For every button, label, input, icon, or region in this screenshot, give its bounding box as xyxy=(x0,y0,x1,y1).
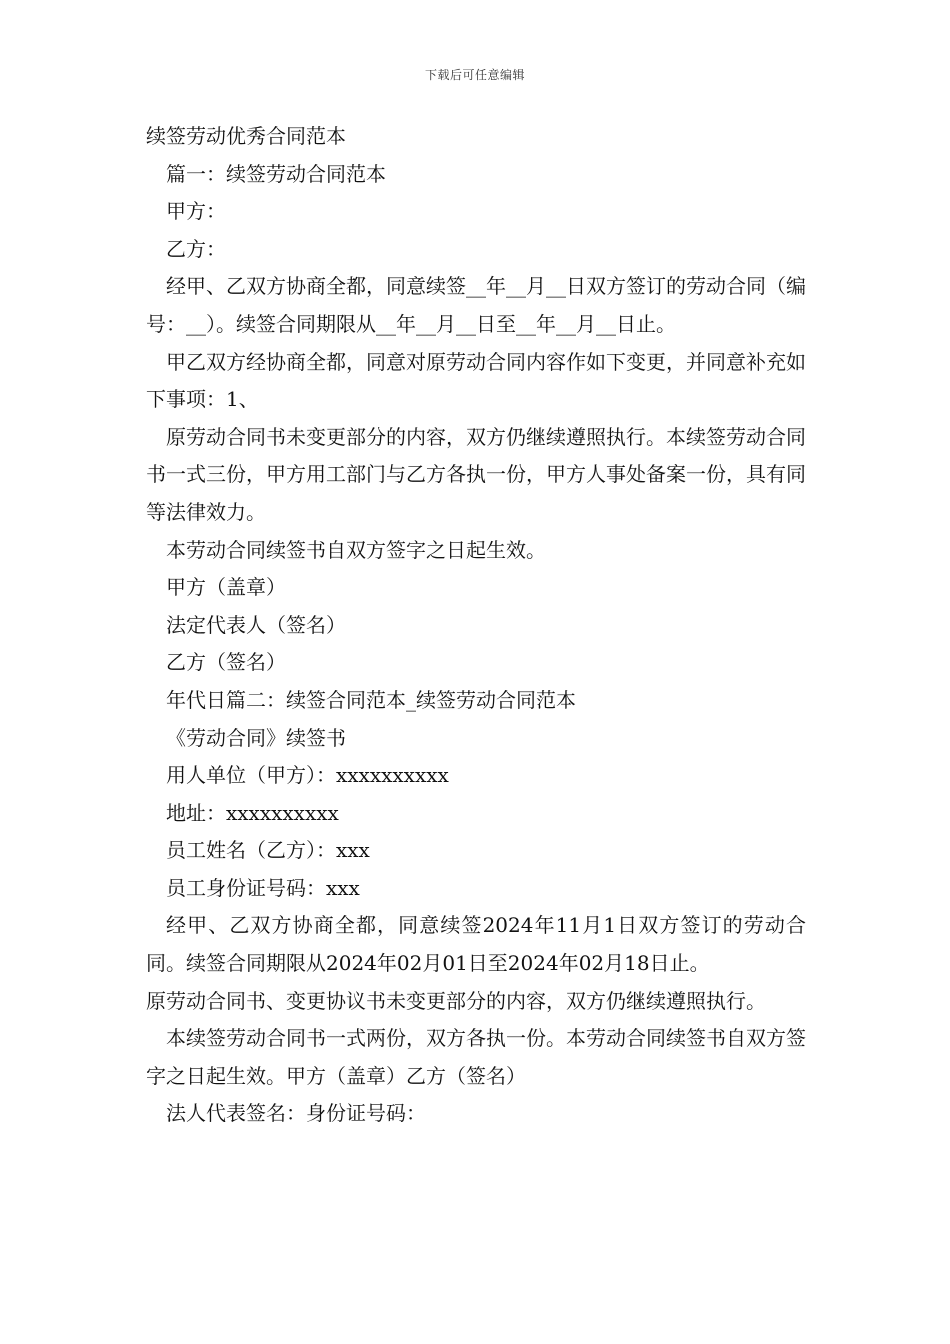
paragraph-6: 原劳动合同书未变更部分的内容，双方仍继续遵照执行。本续签劳动合同书一式三份，甲方用工部门与乙方各执一份，甲方人事处备案一份，具有同等法律效力。 xyxy=(146,424,806,524)
paragraph-13: 用人单位（甲方）：xxxxxxxxxx xyxy=(166,763,449,788)
paragraph-3: 乙方： xyxy=(166,236,226,261)
paragraph-18: 原劳动合同书、变更协议书未变更部分的内容，双方仍继续遵照执行。 xyxy=(146,988,766,1013)
paragraph-19: 本续签劳动合同书一式两份，双方各执一份。本劳动合同续签书自双方签字之日起生效。甲方（盖章）乙方（签名） xyxy=(146,1026,806,1088)
paragraph-16: 员工身份证号码：xxx xyxy=(166,875,360,900)
paragraph-20: 法人代表签名：身份证号码： xyxy=(166,1101,426,1126)
paragraph-12: 《劳动合同》续签书 xyxy=(166,725,346,750)
paragraph-4: 经甲、乙双方协商全都，同意续签__年__月__日双方签订的劳动合同（编号：__）。续签合同期限从__年__月__日至__年__月__日止。 xyxy=(146,274,806,336)
page-header-note: 下载后可任意编辑 xyxy=(424,68,525,82)
paragraph-9: 法定代表人（签名） xyxy=(166,612,346,637)
document-body xyxy=(146,118,806,1133)
paragraph-10: 乙方（签名） xyxy=(166,650,286,675)
document-title: 续签劳动优秀合同范本 xyxy=(146,124,346,148)
paragraph-15: 员工姓名（乙方）：xxx xyxy=(166,838,370,863)
paragraph-17: 经甲、乙双方协商全都，同意续签2024年11月1日双方签订的劳动合同。续签合同期限从2024年02月01日至2024年02月18日止。 xyxy=(146,913,806,976)
paragraph-11: 年代日篇二：续签合同范本_续签劳动合同范本 xyxy=(166,687,576,712)
paragraph-14: 地址：xxxxxxxxxx xyxy=(166,800,339,825)
paragraph-7: 本劳动合同续签书自双方签字之日起生效。 xyxy=(166,537,546,562)
paragraph-5: 甲乙双方经协商全都，同意对原劳动合同内容作如下变更，并同意补充如下事项：1、 xyxy=(146,349,806,412)
paragraph-8: 甲方（盖章） xyxy=(166,575,286,600)
paragraph-1: 篇一：续签劳动合同范本 xyxy=(166,161,386,186)
paragraph-2: 甲方： xyxy=(166,199,226,224)
